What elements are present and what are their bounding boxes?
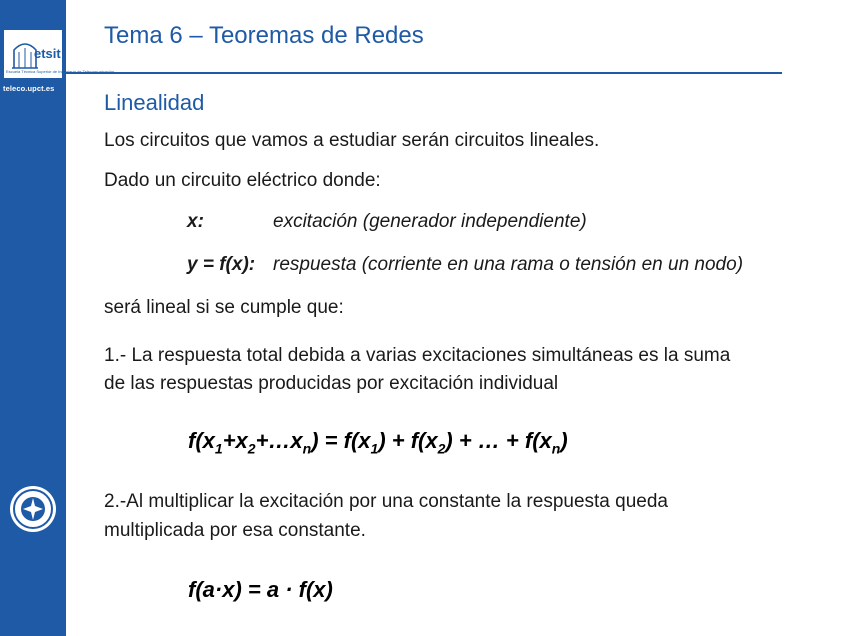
- sidebar-curve: [0, 0, 115, 636]
- rule-2-line: 2.-Al multiplicar la excitación por una constante la respuesta queda: [104, 491, 668, 512]
- definition-desc-x: excitación (generador independiente): [273, 211, 587, 232]
- definition-desc-y: respuesta (corriente en una rama o tensión en un nodo): [273, 254, 744, 275]
- title-divider: [66, 72, 782, 74]
- university-seal-icon: [8, 484, 58, 534]
- condition-text: será lineal si se cumple que:: [104, 297, 344, 318]
- logo-subtitle: Escuela Técnica Superior de Ingeniería de Telecomunicación: [6, 69, 115, 74]
- logo-text: etsit: [34, 46, 61, 61]
- rule-1-line: 1.- La respuesta total debida a varias excitaciones simultáneas es la suma: [104, 345, 731, 366]
- definition-term-x: x:: [187, 211, 204, 232]
- intro-line: Dado un circuito eléctrico donde:: [104, 170, 381, 191]
- section-title: Linealidad: [104, 90, 205, 115]
- superposition-formula: $f(x_1+x_2+\dots x_n) = f(x_1) + f(x_2)$ + … + $f(x_n)$: [188, 428, 568, 457]
- rule-1-line: de las respuestas producidas por excitación individual: [104, 373, 559, 394]
- homogeneity-formula: f(a·x) = a · f(x): [188, 577, 333, 602]
- intro-line: Los circuitos que vamos a estudiar serán circuitos lineales.: [104, 130, 600, 151]
- rule-2-line: multiplicada por esa constante.: [104, 520, 366, 541]
- definition-term-y: y = f(x):: [187, 254, 256, 275]
- site-url: teleco.upct.es: [3, 84, 55, 93]
- sidebar: [0, 0, 115, 636]
- etsit-logo: [4, 30, 115, 78]
- page-title: Tema 6 – Teoremas de Redes: [104, 22, 424, 49]
